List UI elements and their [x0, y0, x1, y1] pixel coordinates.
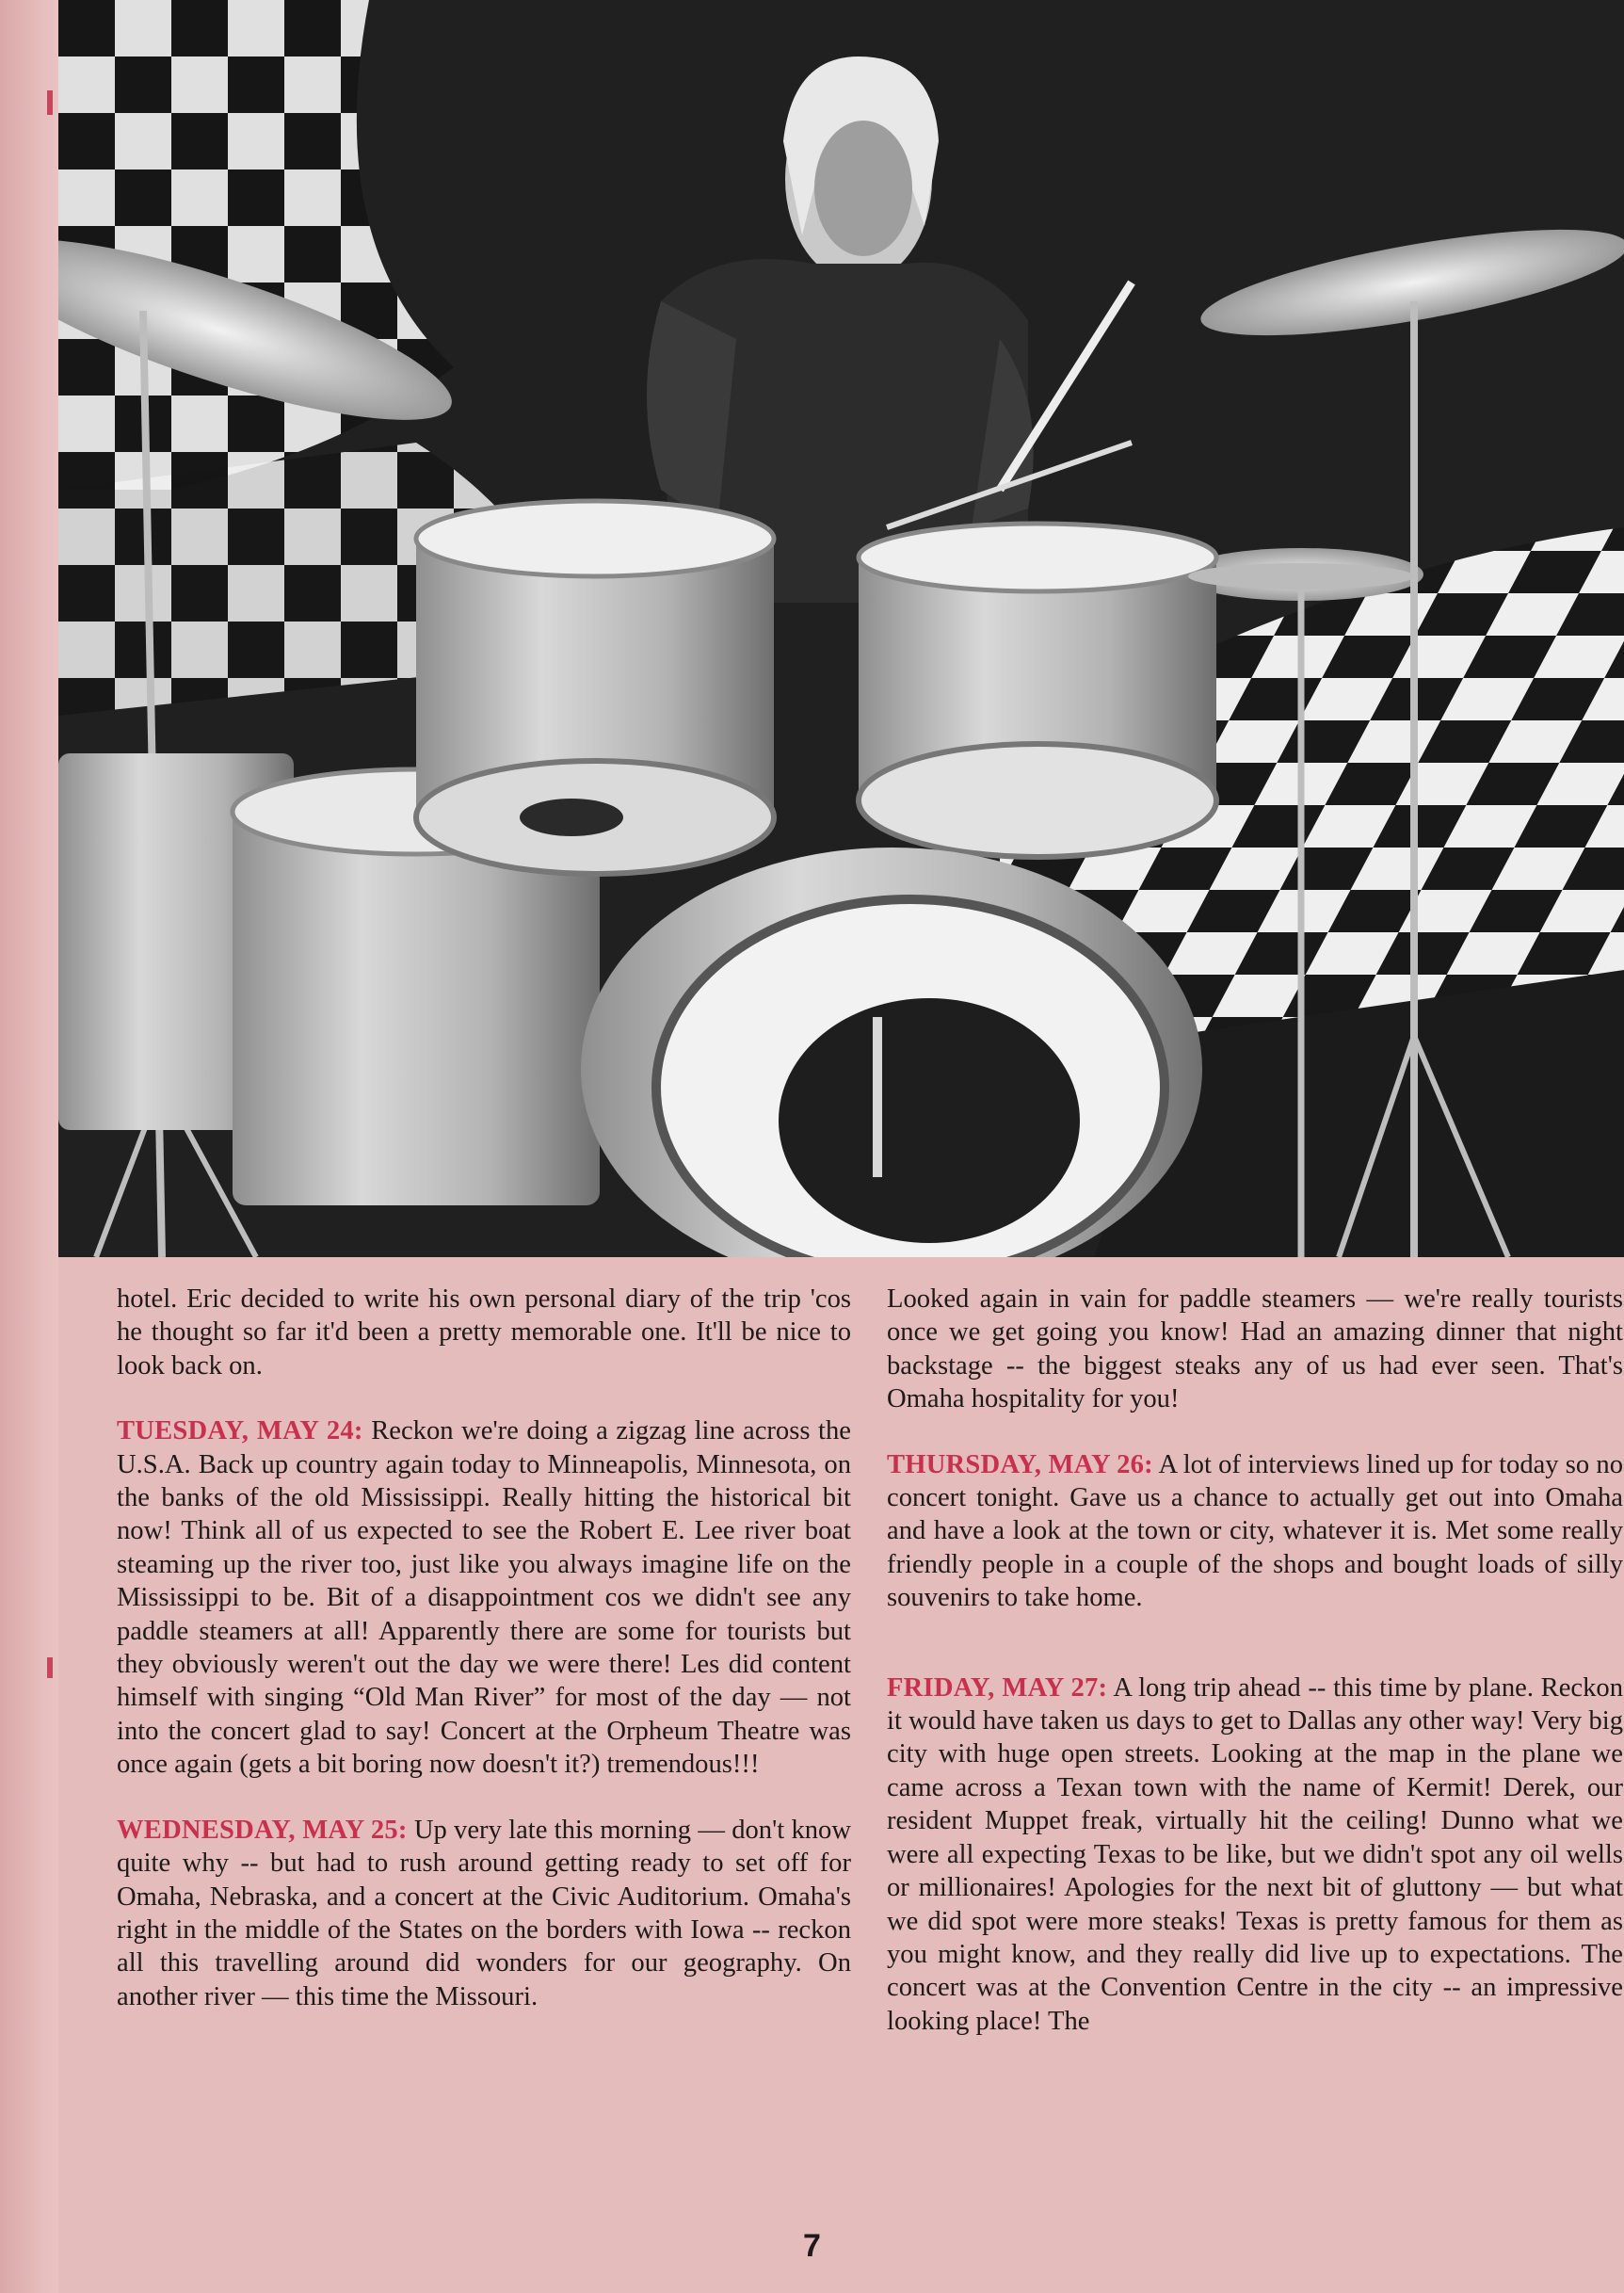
friday-heading: FRIDAY, MAY 27: [887, 1672, 1108, 1703]
tuesday-heading: TUESDAY, MAY 24: [117, 1416, 363, 1446]
friday-entry [887, 1671, 1623, 2038]
drummer-photo [58, 0, 1624, 1257]
wednesday-entry [117, 1814, 851, 2013]
left-column [117, 1283, 851, 2045]
edge-mark [47, 90, 53, 115]
page-number: 7 [803, 2228, 821, 2264]
tuesday-entry [117, 1414, 851, 1781]
wednesday-heading: WEDNESDAY, MAY 25: [117, 1815, 408, 1845]
intro-paragraph: hotel. Eric decided to write his own personal diary of the trip 'cos he thought so far it'd been a pretty memorable one. It'll be nice to look back on. [117, 1284, 851, 1381]
page-edge [0, 0, 58, 2293]
wednesday-text: Up very late this morning — don't know quite why -- but had to rush around getting ready to set off for Omaha, Nebraska, and a concert at the Civic Auditorium. Omaha's right in the middle of the States on the borders with Iowa -- reckon all this travelling around did wonders for our geography. On another river — this time the Missouri. [117, 1815, 851, 2011]
edge-mark [47, 1657, 53, 1678]
tuesday-text: Reckon we're doing a zigzag line across the U.S.A. Back up country again today to Minneapolis, Minnesota, on the banks of the old Mississippi. Really hitting the historical bit now! Think all of us expected to see the Robert E. Lee river boat steaming up the river too, just like you always imagine life on the Mississippi to be. Bit of a disappointment cos we didn't see any paddle steamers at all! Apparently there are some for tourists but they obviously weren't out the day we were there! Les did content himself with singing “Old Man River” for most of the day — not into the concert glad to say! Concert at the Orpheum Theatre was once again (gets a bit boring now doesn't it?) tremendous!!! [117, 1416, 851, 1780]
thursday-text: A lot of interviews lined up for today so no concert tonight. Gave us a chance to actually get out into Omaha and have a look at the town or city, whatever it is. Met some really friendly people in a couple of the shops and bought loads of silly souvenirs to take home. [887, 1449, 1623, 1613]
thursday-heading: THURSDAY, MAY 26: [887, 1449, 1153, 1479]
right-column [887, 1283, 1623, 2070]
thursday-entry [887, 1448, 1623, 1615]
omaha-paragraph: Looked again in vain for paddle steamers — we're really tourists once we get going you know! Had an amazing dinner that night backstage -- the biggest steaks any of us had ever seen. That's Omaha hospitality for you! [887, 1284, 1623, 1414]
drummer-photo-illustration [58, 0, 1624, 1257]
friday-text: A long trip ahead -- this time by plane. Reckon it would have taken us days to get to Dallas any other way! Very big city with huge open streets. Looking at the map in the plane we came across a Texan town with the name of Kermit! Derek, our resident Muppet freak, virtually hit the ceiling! Dunno what we were all expecting Texas to be like, but we didn't spot any oil wells or millionaires! Apologies for the next bit of gluttony — but what we did spot were more steaks! Texas is pretty famous for them as you might know, and they really did live up to expectations. The concert was at the Convention Centre in the city -- an impressive looking place! The [887, 1672, 1624, 2036]
